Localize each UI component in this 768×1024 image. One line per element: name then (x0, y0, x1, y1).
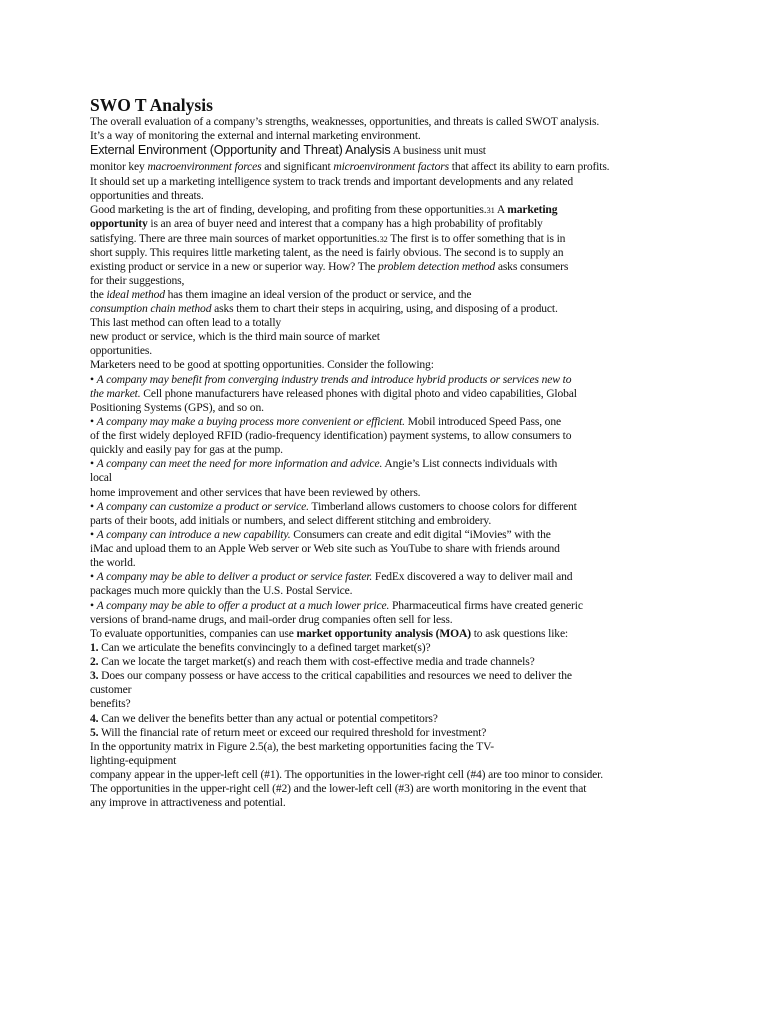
question-item-cont: benefits? (90, 697, 131, 710)
paragraph-line: company appear in the upper-left cell (#1). The opportunities in the lower-right cell (#4) are too minor to consider. (90, 768, 603, 781)
bullet-item-cont: the market. Cell phone manufacturers have released phones with digital photo and video capabilities, Global (90, 387, 577, 400)
paragraph-line: short supply. This requires little marketing talent, as the need is fairly obvious. The second is to supply an (90, 246, 564, 259)
page-title: SWO T Analysis (90, 95, 213, 115)
bullet-item-cont: parts of their boots, add initials or numbers, and select different stitching and embroidery. (90, 514, 492, 527)
intro-line: The overall evaluation of a company’s strengths, weaknesses, opportunities, and threats is called SWOT analysis. (90, 115, 600, 128)
bullet-item-cont: Positioning Systems (GPS), and so on. (90, 401, 264, 414)
paragraph-line: monitor key macroenvironment forces and significant microenvironment factors that affect its ability to earn profits. (90, 160, 610, 173)
paragraph-line: consumption chain method asks them to chart their steps in acquiring, using, and disposing of a product. (90, 302, 558, 315)
bullet-item: • A company may be able to offer a product at a much lower price. Pharmaceutical firms have created generic (90, 599, 583, 612)
paragraph-line: opportunities. (90, 344, 152, 357)
question-item: 2. Can we locate the target market(s) and reach them with cost-effective media and trade channels? (90, 655, 535, 668)
paragraph-line: This last method can often lead to a totally (90, 316, 282, 329)
bullet-item-cont: local (90, 471, 112, 484)
paragraph-line: lighting-equipment (90, 754, 177, 767)
bullet-item-cont: the world. (90, 556, 136, 569)
paragraph-line: opportunities and threats. (90, 189, 204, 202)
bullet-item: • A company can customize a product or service. Timberland allows customers to choose colors for different (90, 500, 577, 513)
question-item-cont: customer (90, 683, 132, 696)
bullet-item-cont: quickly and easily pay for gas at the pump. (90, 443, 283, 456)
paragraph-line: It should set up a marketing intelligence system to track trends and important developments and any related (90, 175, 573, 188)
paragraph-line: To evaluate opportunities, companies can use market opportunity analysis (MOA) to ask questions like: (90, 627, 569, 640)
paragraph-line: for their suggestions, (90, 274, 185, 287)
paragraph-line: opportunity is an area of buyer need and interest that a company has a high probability of profitably (90, 217, 543, 230)
paragraph-line: satisfying. There are three main sources of market opportunities.32 The first is to offer something that is in (90, 232, 566, 245)
footnote-ref: 31 (486, 205, 495, 215)
question-item: 1. Can we articulate the benefits convincingly to a defined target market(s)? (90, 641, 431, 654)
external-heading-line: External Environment (Opportunity and Threat) Analysis A business unit must (90, 143, 486, 157)
bullet-item-cont: iMac and upload them to an Apple Web server or Web site such as YouTube to share with friends around (90, 542, 560, 555)
bullet-item-cont: versions of brand-name drugs, and mail-order drug companies often sell for less. (90, 613, 453, 626)
question-item: 4. Can we deliver the benefits better than any actual or potential competitors? (90, 712, 438, 725)
bullet-item-cont: home improvement and other services that have been reviewed by others. (90, 486, 421, 499)
bullet-item: • A company may make a buying process more convenient or efficient. Mobil introduced Speed Pass, one (90, 415, 561, 428)
paragraph-line: Good marketing is the art of finding, developing, and profiting from these opportunities.31 A marketing (90, 203, 558, 216)
paragraph-line: new product or service, which is the third main source of market (90, 330, 380, 343)
bullet-item-cont: of the first widely deployed RFID (radio-frequency identification) payment systems, to allow consumers to (90, 429, 572, 442)
footnote-ref: 32 (379, 234, 388, 244)
bullet-item: • A company may be able to deliver a product or service faster. FedEx discovered a way to deliver mail and (90, 570, 573, 583)
paragraph-line: any improve in attractiveness and potential. (90, 796, 286, 809)
question-item: 3. Does our company possess or have access to the critical capabilities and resources we need to deliver the (90, 669, 572, 682)
question-item: 5. Will the financial rate of return meet or exceed our required threshold for investment? (90, 726, 487, 739)
bullet-item: • A company can introduce a new capability. Consumers can create and edit digital “iMovies” with the (90, 528, 551, 541)
bullet-item: • A company can meet the need for more information and advice. Angie’s List connects individuals with (90, 457, 558, 470)
paragraph-line: Marketers need to be good at spotting opportunities. Consider the following: (90, 358, 434, 371)
intro-line: It’s a way of monitoring the external and internal marketing environment. (90, 129, 421, 142)
paragraph-line: In the opportunity matrix in Figure 2.5(a), the best marketing opportunities facing the TV- (90, 740, 494, 753)
paragraph-line: existing product or service in a new or superior way. How? The problem detection method asks consumers (90, 260, 569, 273)
paragraph-line: The opportunities in the upper-right cell (#2) and the lower-left cell (#3) are worth monitoring in the event that (90, 782, 587, 795)
bullet-item: • A company may benefit from converging industry trends and introduce hybrid products or services new to (90, 373, 572, 386)
paragraph-line: the ideal method has them imagine an ideal version of the product or service, and the (90, 288, 472, 301)
bullet-item-cont: packages much more quickly than the U.S. Postal Service. (90, 584, 353, 597)
section-heading: External Environment (Opportunity and Threat) Analysis (90, 143, 391, 157)
